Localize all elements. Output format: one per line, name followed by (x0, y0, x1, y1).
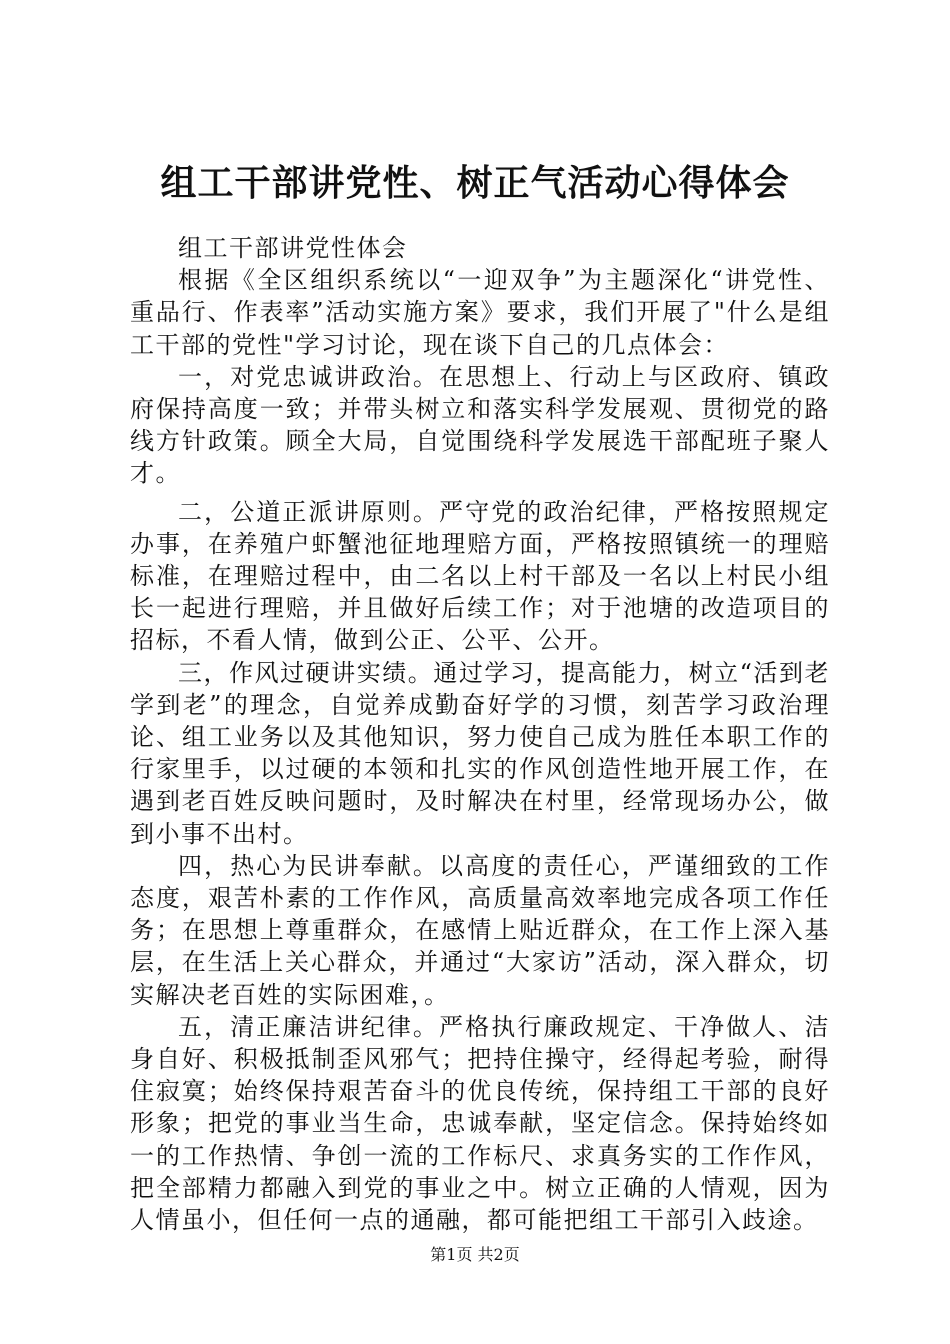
subtitle-paragraph: 组工干部讲党性体会 (178, 234, 408, 262)
point-three-paragraph: 三，作风过硬讲实绩。通过学习，提高能力，树立“活到老学到老”的理念，自觉养成勤奋好学的习惯，刻苦学习政治理论、组工业务以及其他知识，努力使自己成为胜任本职工作的行家里手，以过硬的本领和扎实的作风创造性地开展工作，在遇到老百姓反映问题时，及时解决在村里，经常现场办公，做到小事不出村。 (130, 658, 830, 848)
point-one-paragraph: 一，对党忠诚讲政治。在思想上、行动上与区政府、镇政府保持高度一致；并带头树立和落实科学发展观、贯彻党的路线方针政策。顾全大局，自觉围绕科学发展选干部配班子聚人才。 (130, 362, 830, 488)
point-five-paragraph: 五，清正廉洁讲纪律。严格执行廉政规定、干净做人、洁身自好、积极抵制歪风邪气；把持住操守，经得起考验，耐得住寂寞；始终保持艰苦奋斗的优良传统，保持组工干部的良好形象；把党的事业当生命，忠诚奉献，坚定信念。保持始终如一的工作热情、争创一流的工作标尺、求真务实的工作作风，把全部精力都融入到党的事业之中。树立正确的人情观，因为人情虽小，但任何一点的通融，都可能把组工干部引入歧途。 (130, 1012, 830, 1235)
document-body (130, 232, 830, 1236)
intro-paragraph: 根据《全区组织系统以“一迎双争”为主题深化“讲党性、重品行、作表率”活动实施方案》要求，我们开展了"什么是组工干部的党性"学习讨论，现在谈下自己的几点体会： (130, 266, 830, 359)
point-two-paragraph: 二，公道正派讲原则。严守党的政治纪律，严格按照规定办事，在养殖户虾蟹池征地理赔方面，严格按照镇统一的理赔标准，在理赔过程中，由二名以上村干部及一名以上村民小组长一起进行理赔，并且做好后续工作；对于池塘的改造项目的招标，不看人情，做到公正、公平、公开。 (130, 497, 830, 655)
document-title: 组工干部讲党性、树正气活动心得体会 (160, 162, 790, 204)
page-number-footer: 第1页 共2页 (430, 1245, 520, 1264)
point-four-paragraph: 四，热心为民讲奉献。以高度的责任心，严谨细致的工作态度，艰苦朴素的工作作风，高质量高效率地完成各项工作任务；在思想上尊重群众，在感情上贴近群众，在工作上深入基层，在生活上关心群众，并通过“大家访”活动，深入群众，切实解决老百姓的实际困难，。 (130, 851, 830, 1009)
